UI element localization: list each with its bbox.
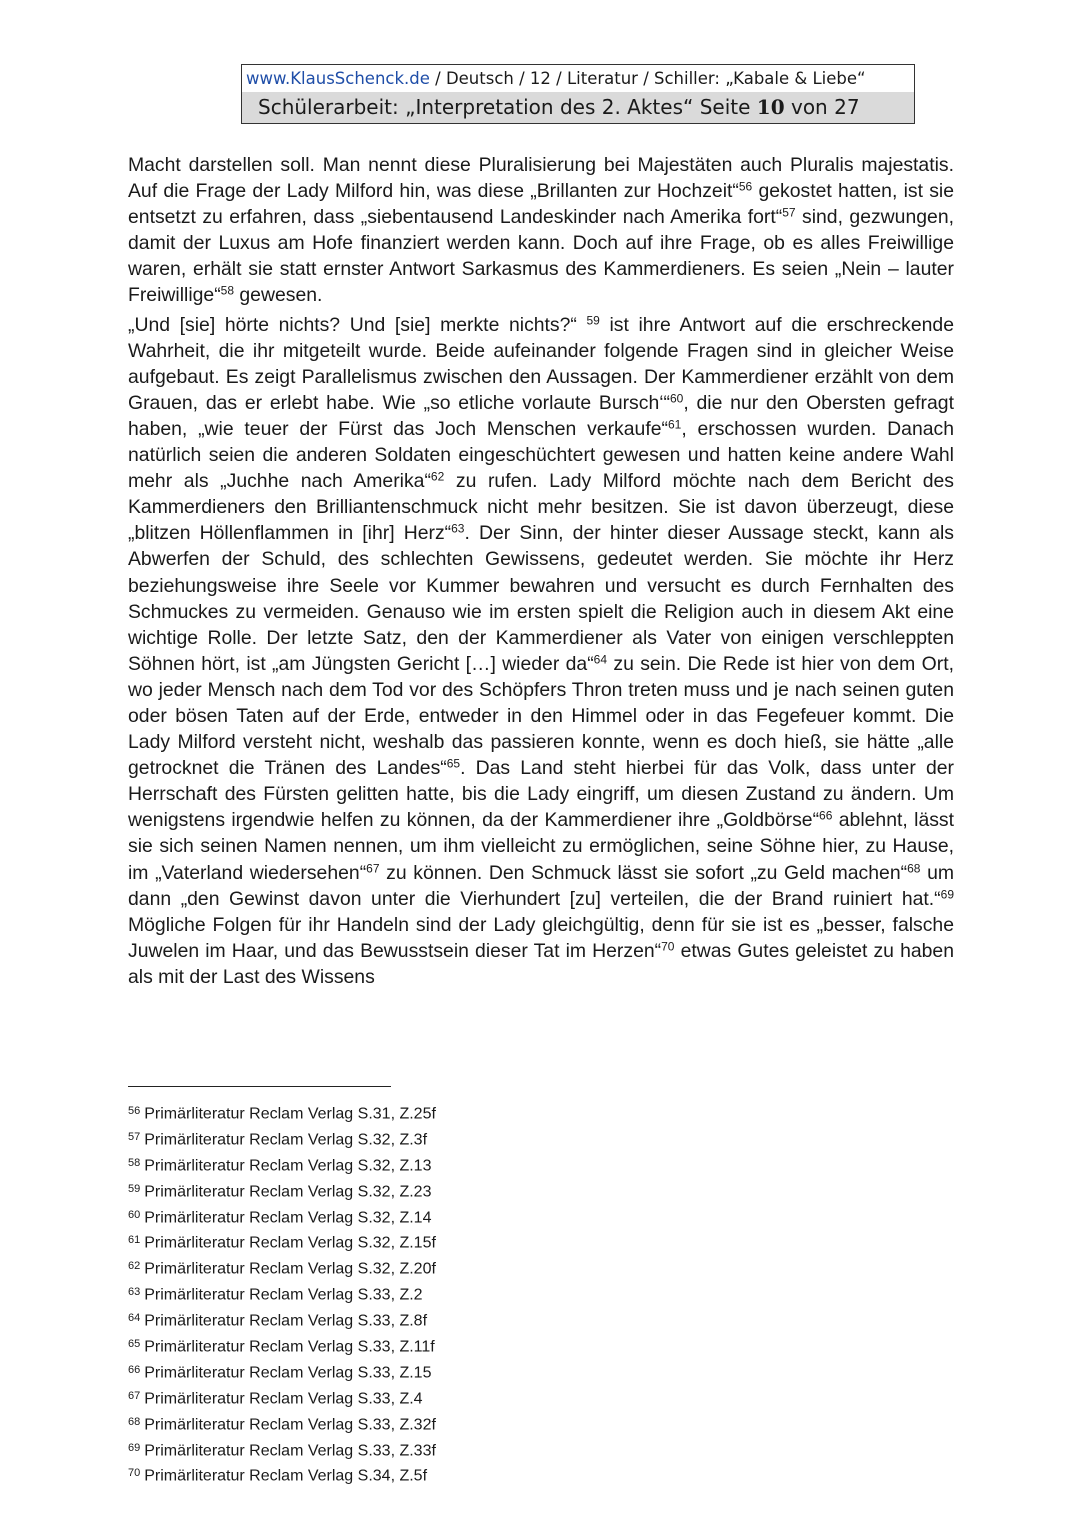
footnote-number: 64: [128, 1312, 141, 1325]
footnote-number: 61: [128, 1234, 141, 1247]
p2-text: . Der Sinn, der hinter dieser Aussage steckt, kann als Abwerfen der Schuld, des schlechten Gewissens, gedeutet werden. Sie möchte ihr Herz beziehungsweise ihre Seele vor Kummer bewahren und versucht es durch Fernhalten des Schmuckes zu vermeiden. Genauso wie im ersten spielt die Religion auch in diesem Akt eine wichtige Rolle. Der letzte Satz, den der Kammerdiener als Vater von einigen verschleppten Söhnen hört, ist „am Jüngsten Gericht […] wieder da“: [128, 522, 954, 675]
footnote-number: 59: [128, 1182, 141, 1195]
footnote-text: Primärliteratur Reclam Verlag S.34, Z.5f: [144, 1467, 428, 1485]
footnote-ref: 57: [782, 205, 796, 220]
p2-text: etwas Gutes geleistet zu haben als mit der Last des Wissens: [128, 939, 954, 988]
footnote-text: Primärliteratur Reclam Verlag S.33, Z.15: [144, 1364, 432, 1382]
p2-text: ablehnt, lässt sie sich seinen Namen nennen, um ihm vielleicht zu ermöglichen, seine Söhne hier, zu Hause, im „Vaterland wiedersehen“: [128, 809, 955, 884]
footnote-item: [128, 1359, 436, 1385]
footnote-ref: 67: [366, 860, 380, 875]
footnote-ref: 58: [220, 283, 235, 298]
footnote-separator: [128, 1086, 391, 1087]
footnote-item: [128, 1100, 436, 1126]
p2-text: zu rufen. Lady Milford möchte nach dem Bericht des Kammerdieners den Brilliantenschmuck nicht mehr besitzen. Sie ist davon überzeugt, diese „blitzen Höllenflammen in [ihr] Herz“: [128, 470, 954, 545]
footnote-number: 56: [128, 1105, 141, 1117]
p2-text: zu können. Den Schmuck lässt sie sofort „zu Geld machen“: [379, 861, 908, 884]
footnote-number: 69: [128, 1441, 141, 1454]
p2-text: Mögliche Folgen für ihr Handeln sind der Lady gleichgültig, denn für sie ist es „besser, falsche Juwelen im Haar, und das Bewusstsein dieser Tat im Herzen“: [128, 913, 954, 962]
header-page-suffix: von 27: [784, 95, 860, 119]
footnote-item: [128, 1229, 436, 1255]
footnote-number: 70: [128, 1467, 141, 1480]
p2-text: , die nur den Obersten gefragt haben, „wie teuer der Fürst das Joch Menschen verkaufe“: [128, 391, 954, 440]
footnote-ref: 65: [446, 756, 461, 771]
footnote-number: 60: [128, 1208, 141, 1221]
footnote-number: 57: [128, 1130, 141, 1143]
p1-text: sind, gezwungen, damit der Luxus am Hofe finanziert werden kann. Doch auf ihre Frage, ob es alles Freiwillige waren, erhält sie statt ernster Antwort Sarkasmus des Kammerdieners. Es seien „Nein – lauter Freiwillige“: [128, 206, 954, 307]
footnote-number: 67: [128, 1389, 141, 1402]
footnote-ref: 64: [593, 652, 608, 667]
footnote-text: Primärliteratur Reclam Verlag S.33, Z.2: [144, 1286, 423, 1304]
footnote-text: Primärliteratur Reclam Verlag S.32, Z.3f: [144, 1131, 428, 1149]
p1-text: Macht darstellen soll. Man nennt diese Pluralisierung bei Majestäten auch Pluralis majestatis. Auf die Frage der Lady Milford hin, was diese „Brillanten zur Hochzeit“: [128, 154, 954, 203]
footnote-item: [128, 1385, 436, 1411]
p1-text: gewesen.: [234, 284, 323, 307]
footnote-text: Primärliteratur Reclam Verlag S.32, Z.23: [144, 1183, 432, 1201]
footnote-ref: 70: [661, 939, 675, 954]
footnote-item: [128, 1126, 436, 1152]
footnote-number: 68: [128, 1415, 141, 1428]
footnote-ref: 61: [667, 417, 682, 432]
header-path: / Deutsch / 12 / Literatur / Schiller: „Kabale & Liebe“: [429, 69, 866, 88]
footnote-ref: 60: [670, 391, 684, 406]
footnote-ref: 56: [738, 179, 753, 194]
header-subtitle: Schülerarbeit: „Interpretation des 2. Aktes“ Seite: [258, 95, 757, 119]
p2-text: um dann „den Gewinst davon unter die Vierhundert [zu] verteilen, die der Brand ruiniert hat.“: [128, 861, 955, 910]
p1-text: gekostet hatten, ist sie entsetzt zu erfahren, dass „siebentausend Landeskinder nach Amerika fort“: [128, 180, 955, 229]
footnote-number: 66: [128, 1363, 141, 1376]
footnote-ref: 59: [586, 312, 600, 327]
footnote-text: Primärliteratur Reclam Verlag S.33, Z.33f: [144, 1441, 436, 1459]
footnote-item: [128, 1255, 436, 1281]
page-header: [241, 64, 915, 124]
footnote-item: [128, 1281, 436, 1307]
footnote-text: Primärliteratur Reclam Verlag S.32, Z.20f: [144, 1260, 436, 1278]
header-page-current: 10: [756, 95, 785, 119]
footnote-ref: 62: [430, 469, 445, 484]
footnote-ref: 66: [819, 808, 833, 823]
footnote-ref: 69: [940, 887, 954, 902]
footnote-text: Primärliteratur Reclam Verlag S.33, Z.32f: [144, 1416, 436, 1434]
footnote-text: Primärliteratur Reclam Verlag S.33, Z.8f: [144, 1312, 428, 1330]
footnote-ref: 63: [451, 521, 465, 536]
p2-text: zu sein. Die Rede ist hier von dem Ort, wo jeder Mensch nach dem Tod vor des Schöpfers Thron treten muss und je nach seinen guten oder bösen Taten auf der Erde, entweder in den Himmel oder in das Fegefeuer kommt. Die Lady Milford versteht nicht, weshalb das passieren konnte, wenn es doch hieß, sie hätte „alle getrocknet die Tränen des Landes“: [128, 652, 954, 780]
p2-text: ist ihre Antwort auf die erschreckende Wahrheit, die ihr mitgeteilt wurde. Beide aufeinander folgende Fragen sind in gleicher Weise aufgebaut. Es zeigt Parallelismus zwischen den Aussagen. Der Kammerdiener erzählt von dem Grauen, das er erlebt habe. Wie „so etliche vorlaute Bursch‘“: [128, 313, 954, 414]
footnote-text: Primärliteratur Reclam Verlag S.33, Z.11f: [144, 1338, 435, 1356]
footnote-text: Primärliteratur Reclam Verlag S.32, Z.15f: [144, 1234, 436, 1252]
footnote-item: [128, 1462, 436, 1488]
footnote-item: [128, 1411, 436, 1437]
p2-text: . Das Land steht hierbei für das Volk, dass unter der Herrschaft des Fürsten gelitten hatte, bis die Lady eingriff, um diesen Zustand zu ändern. Um wenigstens irgendwie helfen zu können, da der Kammerdiener ihre „Goldbörse“: [128, 757, 954, 832]
footnote-item: [128, 1307, 436, 1333]
footnote-text: Primärliteratur Reclam Verlag S.31, Z.25f: [144, 1105, 436, 1123]
paragraph-2: [128, 312, 954, 990]
footnote-item: [128, 1204, 436, 1230]
header-subtitle-bar: [242, 92, 914, 123]
paragraph-1: [128, 152, 954, 309]
body-text: [128, 152, 954, 990]
footnote-item: [128, 1437, 436, 1463]
footnote-text: Primärliteratur Reclam Verlag S.32, Z.14: [144, 1208, 432, 1226]
footnote-number: 62: [128, 1260, 141, 1273]
footnote-ref: 68: [907, 860, 921, 875]
p2-text: „Und [sie] hörte nichts? Und [sie] merkte nichts?“: [128, 313, 587, 336]
footnote-number: 65: [128, 1338, 141, 1351]
footnote-text: Primärliteratur Reclam Verlag S.32, Z.13: [144, 1157, 432, 1175]
footnote-number: 63: [128, 1286, 141, 1299]
footnote-item: [128, 1333, 436, 1359]
p2-text: , erschossen wurden. Danach natürlich seien die anderen Soldaten eingeschüchtert gewesen und hatten keine andere Wahl mehr als „Juchhe nach Amerika“: [128, 417, 954, 493]
header-breadcrumb: [242, 65, 914, 92]
footnote-item: [128, 1152, 436, 1178]
website-link[interactable]: www.KlausSchenck.de: [246, 69, 430, 88]
footnote-item: [128, 1178, 436, 1204]
footnote-number: 58: [128, 1156, 141, 1169]
footnote-list: [128, 1100, 436, 1488]
footnote-text: Primärliteratur Reclam Verlag S.33, Z.4: [144, 1390, 423, 1408]
